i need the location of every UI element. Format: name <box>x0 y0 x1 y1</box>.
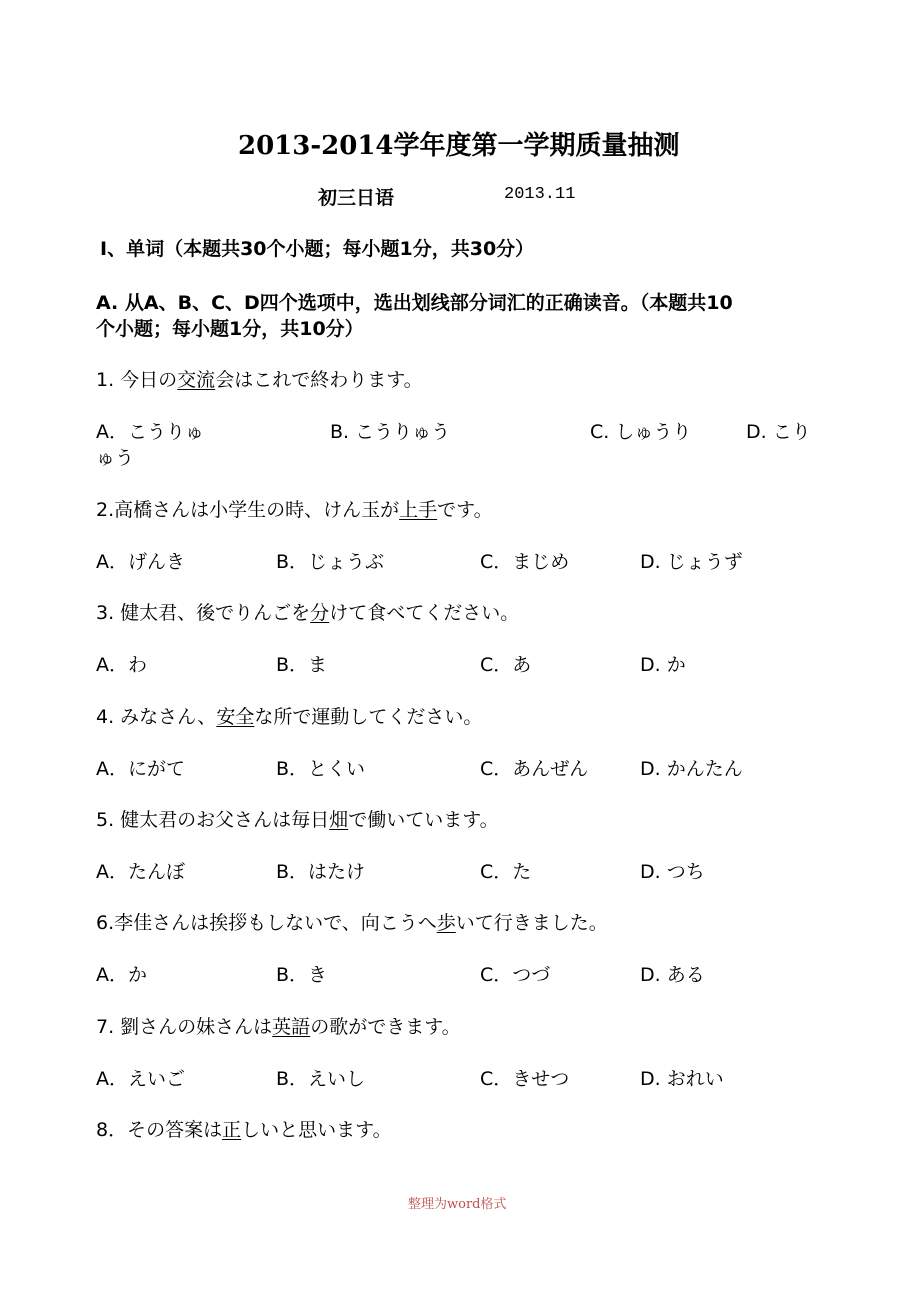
question-text: です。 <box>437 499 493 521</box>
q3-option-a: A．わ <box>96 654 147 676</box>
q4-option-d: D. かんたん <box>640 758 743 780</box>
question-text: 4. みなさん、 <box>96 706 217 728</box>
q6-option-c: C．つづ <box>480 964 551 986</box>
q1-option-d: D. こり <box>746 421 811 443</box>
q4-option-a: A．にがて <box>96 758 185 780</box>
part-a-instruction-line2: 个小题；每小题1分，共10分） <box>96 318 364 340</box>
question-text: けて食べてください。 <box>329 602 520 624</box>
q2-option-b: B．じょうぶ <box>276 551 385 573</box>
question-2 <box>96 495 493 522</box>
question-text: 2.高橋さんは小学生の時、けん玉が <box>96 499 400 521</box>
q5-option-b: B．はたけ <box>276 861 366 883</box>
question-text: 5. 健太君のお父さんは毎日 <box>96 809 330 831</box>
question-text: 6.李佳さんは挨拶もしないで、向こうへ <box>96 912 437 934</box>
question-text: な所で運動してください。 <box>254 706 483 728</box>
q3-option-d: D. か <box>640 654 686 676</box>
question-text: の歌ができます。 <box>310 1016 461 1038</box>
q2-option-c: C．まじめ <box>480 551 570 573</box>
q5-option-c: C．た <box>480 861 532 883</box>
question-text: で働いています。 <box>348 809 499 831</box>
q5-option-d: D. つち <box>640 861 705 883</box>
underlined-word: 分 <box>310 602 330 624</box>
q1-option-a: A．こうりゅ <box>96 421 204 443</box>
question-text: 1. 今日の <box>96 369 178 391</box>
q2-option-d: D. じょうず <box>640 551 743 573</box>
question-8 <box>96 1115 392 1142</box>
underlined-word: 歩 <box>436 912 456 934</box>
q7-option-d: D. おれい <box>640 1068 724 1090</box>
q1-option-c: C. しゅうり <box>590 421 692 443</box>
section-heading: Ⅰ、单词（本题共30个小题；每小题1分，共30分） <box>100 238 535 260</box>
q5-option-a: A．たんぼ <box>96 861 185 883</box>
question-text: 3. 健太君、後でりんごを <box>96 602 311 624</box>
underlined-word: 上手 <box>399 499 438 521</box>
q7-option-a: A．えいご <box>96 1068 185 1090</box>
question-text: 8．その答案は <box>96 1119 223 1141</box>
q7-option-c: C．きせつ <box>480 1068 570 1090</box>
question-6 <box>96 908 608 935</box>
q1-option-b: B. こうりゅう <box>330 421 451 443</box>
question-3 <box>96 598 519 625</box>
q2-option-a: A．げんき <box>96 551 185 573</box>
page-title: 2013-2014学年度第一学期质量抽测 <box>238 131 680 161</box>
q4-option-c: C．あんぜん <box>480 758 589 780</box>
part-a-instruction-line1: A. 从A、B、C、D四个选项中，选出划线部分词汇的正确读音。（本题共10 <box>96 292 733 314</box>
underlined-word: 正 <box>222 1119 242 1141</box>
underlined-word: 英語 <box>272 1016 311 1038</box>
q6-option-d: D. ある <box>640 964 705 986</box>
question-text: いて行きました。 <box>455 912 608 934</box>
question-5 <box>96 805 499 832</box>
footer-watermark: 整理为word格式 <box>408 1197 507 1212</box>
q3-option-c: C．あ <box>480 654 532 676</box>
underlined-word: 畑 <box>329 809 349 831</box>
exam-date: 2013.11 <box>504 185 576 204</box>
question-4 <box>96 702 482 729</box>
q1-option-d-wrap: ゅう <box>96 447 135 469</box>
question-1 <box>96 365 423 392</box>
q7-option-b: B．えいし <box>276 1068 366 1090</box>
underlined-word: 交流 <box>177 369 216 391</box>
underlined-word: 安全 <box>216 706 255 728</box>
question-text: 7. 劉さんの妹さんは <box>96 1016 273 1038</box>
question-text: しいと思います。 <box>241 1119 392 1141</box>
subject-label: 初三日语 <box>318 187 395 209</box>
question-text: 会はこれで終わります。 <box>215 369 423 391</box>
q3-option-b: B．ま <box>276 654 328 676</box>
q6-option-b: B．き <box>276 964 328 986</box>
question-7 <box>96 1012 461 1039</box>
q6-option-a: A．か <box>96 964 147 986</box>
q4-option-b: B．とくい <box>276 758 366 780</box>
